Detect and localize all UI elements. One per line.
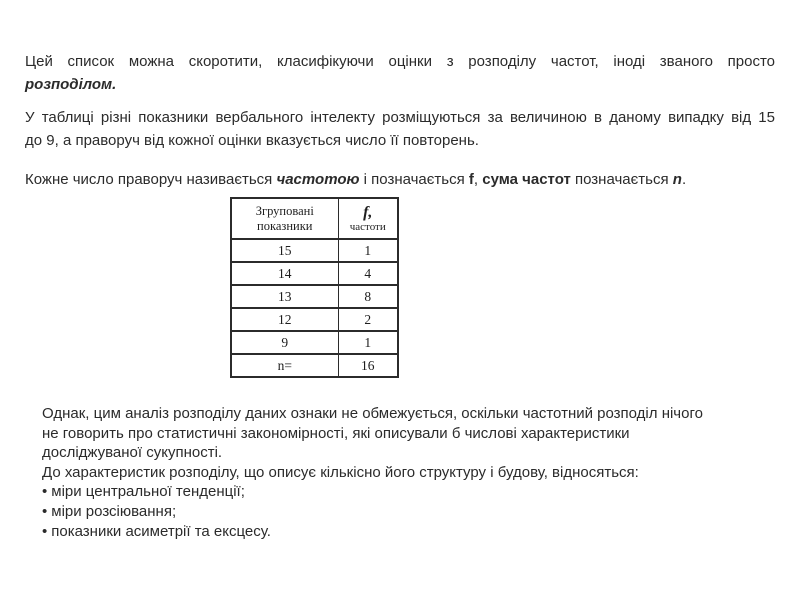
frequencies-label: частоти (349, 220, 386, 233)
list-item-text: міри центральної тенденції; (51, 483, 245, 501)
score-cell: 12 (231, 308, 338, 331)
text-line (25, 50, 775, 73)
freq-cell: 1 (338, 239, 398, 262)
text-line (42, 443, 772, 463)
table-row (231, 308, 398, 331)
table-row (231, 239, 398, 262)
bullet-icon: • (42, 502, 48, 520)
f-symbol: f, (363, 203, 373, 221)
score-cell: 15 (231, 239, 338, 262)
text-line (42, 404, 772, 424)
text-line (42, 463, 772, 483)
list-item (42, 502, 772, 522)
score-cell: 14 (231, 262, 338, 285)
symbol-n: n (672, 171, 682, 188)
header-line: показники (257, 218, 313, 233)
freq-cell: 2 (338, 308, 398, 331)
freq-cell: 8 (338, 285, 398, 308)
paragraph-frequency-definition (25, 168, 775, 191)
table-row (231, 285, 398, 308)
paragraph-text: Цей список можна скоротити, класифікуючи оцінки з розподілу частот, іноді званого просто (25, 53, 775, 70)
paragraph-text: У таблиці різні показники вербального інтелекту розміщуються за величиною в даному випадку від 15 (25, 109, 775, 126)
text-line (25, 73, 775, 96)
paragraph-intro (25, 50, 775, 96)
text-line (25, 129, 775, 152)
paragraph-text: досліджуваної сукупності. (42, 444, 223, 462)
paragraph-distribution-characteristics (42, 404, 772, 541)
list-item-text: показники асиметрії та ексцесу. (51, 522, 271, 540)
symbol-f: f (468, 171, 474, 188)
paragraph-text: позначається (570, 171, 673, 188)
table-header-row (231, 198, 398, 239)
term-rozpodil: розподілом. (25, 76, 117, 93)
bullet-icon: • (42, 522, 48, 540)
freq-cell: 1 (338, 331, 398, 354)
list-item (42, 522, 772, 542)
paragraph-text: , (473, 171, 483, 188)
header-text (232, 204, 338, 234)
text-line (25, 168, 775, 191)
score-cell: 13 (231, 285, 338, 308)
table-row (231, 331, 398, 354)
table-row (231, 354, 398, 377)
paragraph-text: і позначається (359, 171, 469, 188)
freq-cell: 16 (338, 354, 398, 377)
paragraph-text: до 9, а праворуч від кожної оцінки вказується число її повторень. (25, 132, 479, 149)
text-line (25, 106, 775, 129)
col-header-frequencies (338, 198, 398, 239)
frequency-table (230, 197, 399, 378)
paragraph-table-description (25, 106, 775, 152)
term-suma-chastot: сума частот (482, 171, 571, 188)
list-item (42, 482, 772, 502)
score-cell: n= (231, 354, 338, 377)
text-line (42, 424, 772, 444)
header-line: Згруповані (255, 203, 314, 218)
paragraph-text: Однак, цим аналіз розподілу даних ознаки не обмежується, оскільки частотний розподіл нічого (42, 405, 703, 422)
list-item-text: міри розсіювання; (51, 502, 177, 520)
table-row (231, 262, 398, 285)
paragraph-text: . (681, 171, 687, 188)
paragraph-text: не говорить про статистичні закономірності, які описували б числові характеристики (42, 424, 630, 442)
term-chastota: частотою (276, 171, 360, 188)
freq-cell: 4 (338, 262, 398, 285)
paragraph-text: Кожне число праворуч називається (25, 171, 277, 188)
col-header-grouped-scores (231, 198, 338, 239)
score-cell: 9 (231, 331, 338, 354)
bullet-icon: • (42, 483, 48, 501)
paragraph-text: До характеристик розподілу, що описує кількісно його структуру і будову, відносяться: (42, 463, 639, 481)
